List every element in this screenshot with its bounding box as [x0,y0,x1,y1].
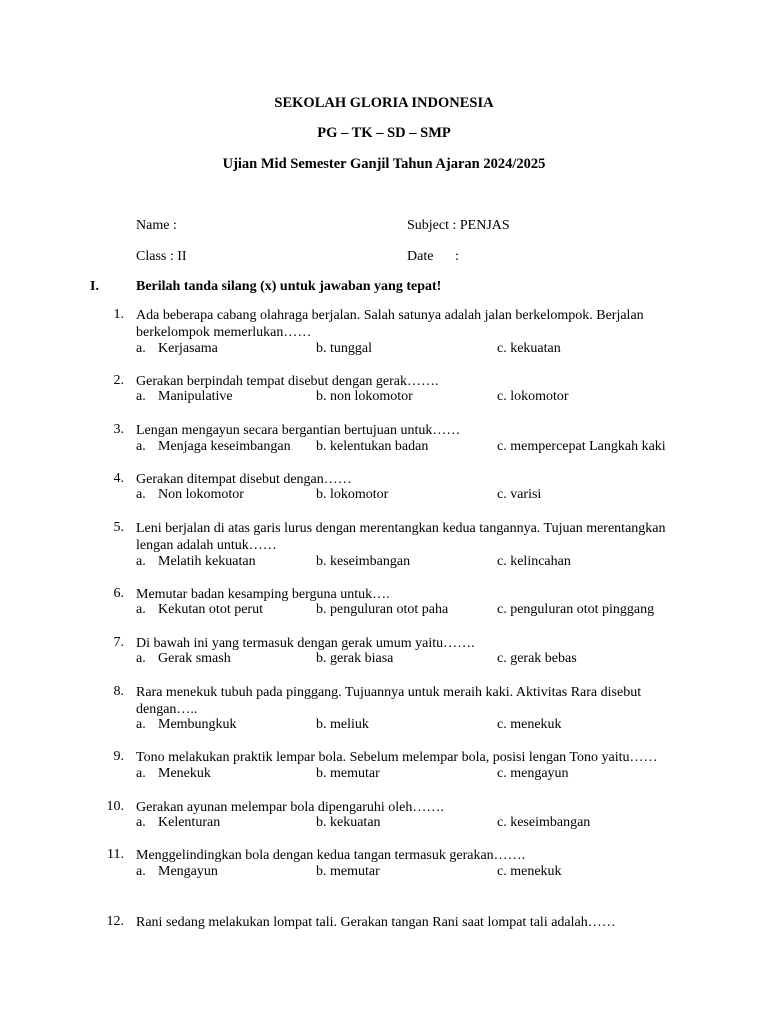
option-c: c. varisi [497,487,542,502]
question-number: 5. [113,520,124,535]
date-label: Date [407,249,434,264]
option-a-letter: a. [136,341,146,356]
option-b: b. keseimbangan [316,554,411,569]
class-label: Class : II [136,249,187,264]
question-number: 9. [113,749,124,764]
question-number: 8. [113,684,124,699]
option-c: c. penguluran otot pinggang [497,602,655,617]
question-text: Lengan mengayun secara bergantian bertujuan untuk…… [136,423,461,438]
option-c: c. mempercepat Langkah kaki [497,439,666,454]
question-text: Tono melakukan praktik lempar bola. Sebelum melempar bola, posisi lengan Tono yaitu…… [136,750,658,765]
option-a: Menekuk [158,766,211,781]
option-c: c. gerak bebas [497,651,577,666]
option-a-letter: a. [136,487,146,502]
question-number: 7. [113,635,124,650]
name-label: Name : [136,218,177,233]
question-text: Rani sedang melakukan lompat tali. Gerakan tangan Rani saat lompat tali adalah…… [136,915,616,930]
option-a: Kelenturan [158,815,221,830]
section-number: I. [90,279,99,294]
date-colon: : [455,249,459,264]
option-b: b. tunggal [316,341,372,356]
question-text: Leni berjalan di atas garis lurus dengan merentangkan kedua tangannya. Tujuan merentangkan lengan adalah untuk…… [136,521,666,553]
option-b: b. kekuatan [316,815,381,830]
exam-title: Ujian Mid Semester Ganjil Tahun Ajaran 2024/2025 [222,156,546,172]
option-b: b. penguluran otot paha [316,602,449,617]
question-number: 6. [113,586,124,601]
option-a: Non lokomotor [158,487,244,502]
option-a-letter: a. [136,602,146,617]
option-a: Menjaga keseimbangan [158,439,291,454]
option-b: b. kelentukan badan [316,439,429,454]
section-instruction: Berilah tanda silang (x) untuk jawaban yang tepat! [136,279,442,294]
option-a: Membungkuk [158,717,237,732]
option-c: c. menekuk [497,717,562,732]
option-a: Manipulative [158,389,233,404]
question-text: Gerakan ditempat disebut dengan…… [136,472,352,487]
option-c: c. menekuk [497,864,562,879]
option-a: Melatih kekuatan [158,554,256,569]
option-a-letter: a. [136,864,146,879]
question-text: Memutar badan kesamping berguna untuk…. [136,587,390,602]
question-text: Gerakan berpindah tempat disebut dengan gerak……. [136,374,439,389]
option-b: b. meliuk [316,717,369,732]
option-a-letter: a. [136,439,146,454]
option-b: b. non lokomotor [316,389,413,404]
question-number: 10. [106,799,124,814]
option-b: b. gerak biasa [316,651,394,666]
school-levels: PG – TK – SD – SMP [317,125,451,141]
option-a-letter: a. [136,651,146,666]
question-number: 2. [113,373,124,388]
option-a-letter: a. [136,717,146,732]
question-text: Menggelindingkan bola dengan kedua tangan termasuk gerakan……. [136,848,526,863]
option-b: b. memutar [316,864,380,879]
question-number: 4. [113,471,124,486]
school-name: SEKOLAH GLORIA INDONESIA [274,95,494,111]
question-text: Gerakan ayunan melempar bola dipengaruhi oleh……. [136,800,444,815]
option-a-letter: a. [136,554,146,569]
question-number: 12. [106,914,124,929]
option-c: c. mengayun [497,766,569,781]
option-a-letter: a. [136,389,146,404]
option-b: b. lokomotor [316,487,389,502]
option-c: c. kelincahan [497,554,571,569]
subject-label: Subject : PENJAS [407,218,510,233]
option-a: Kekutan otot perut [158,602,263,617]
option-a: Kerjasama [158,341,218,356]
question-text: Ada beberapa cabang olahraga berjalan. Salah satunya adalah jalan berkelompok. Berjalan berkelompok memerlukan…… [136,308,644,340]
question-number: 1. [113,307,124,322]
question-number: 3. [113,422,124,437]
option-a-letter: a. [136,815,146,830]
option-c: c. lokomotor [497,389,569,404]
option-c: c. keseimbangan [497,815,591,830]
question-text: Rara menekuk tubuh pada pinggang. Tujuannya untuk meraih kaki. Aktivitas Rara disebut dengan….. [136,685,642,717]
question-text: Di bawah ini yang termasuk dengan gerak umum yaitu……. [136,636,475,651]
question-number: 11. [107,847,124,862]
option-a: Mengayun [158,864,218,879]
option-a-letter: a. [136,766,146,781]
option-c: c. kekuatan [497,341,561,356]
option-a: Gerak smash [158,651,231,666]
option-b: b. memutar [316,766,380,781]
